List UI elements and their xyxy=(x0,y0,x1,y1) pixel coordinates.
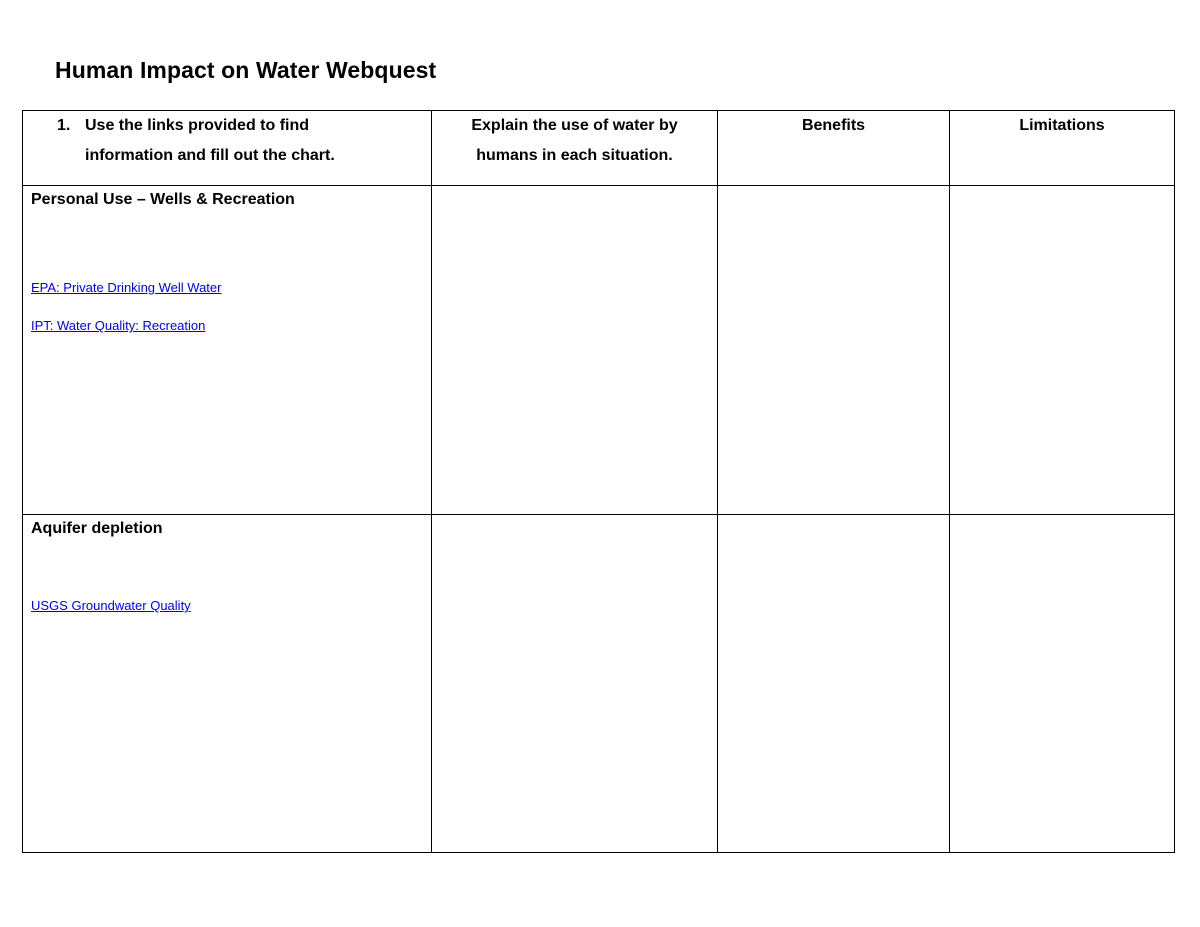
table-row xyxy=(23,515,1175,853)
aquifer-title: Aquifer depletion xyxy=(31,520,163,537)
table-header-row xyxy=(23,111,1175,186)
aquifer-explain-cell[interactable] xyxy=(432,515,718,853)
instruction-line-2: information and fill out the chart. xyxy=(85,147,335,164)
instruction-text xyxy=(23,111,431,171)
header-benefits-cell xyxy=(718,111,950,186)
table-row xyxy=(23,186,1175,515)
explain-heading xyxy=(432,111,717,171)
instruction-number: 1. xyxy=(57,117,71,134)
header-instruction-cell xyxy=(23,111,432,186)
explain-heading-line-1: Explain the use of water by xyxy=(471,117,678,134)
aquifer-cell xyxy=(23,515,432,853)
epa-well-water-link[interactable]: EPA: Private Drinking Well Water xyxy=(31,280,222,295)
explain-heading-line-2: humans in each situation. xyxy=(476,147,673,164)
page-title: Human Impact on Water Webquest xyxy=(55,57,437,83)
webquest-chart xyxy=(22,110,1175,853)
aquifer-benefits-cell[interactable] xyxy=(718,515,950,853)
personal-use-title: Personal Use – Wells & Recreation xyxy=(31,191,295,208)
ipt-recreation-link[interactable]: IPT: Water Quality: Recreation xyxy=(31,318,206,333)
personal-use-cell xyxy=(23,186,432,515)
usgs-groundwater-link[interactable]: USGS Groundwater Quality xyxy=(31,598,191,613)
instruction-line-1: Use the links provided to find xyxy=(85,117,310,134)
header-limitations-cell xyxy=(950,111,1175,186)
personal-use-benefits-cell[interactable] xyxy=(718,186,950,515)
personal-use-limitations-cell[interactable] xyxy=(950,186,1175,515)
benefits-heading: Benefits xyxy=(801,117,866,134)
header-explain-cell xyxy=(432,111,718,186)
limitations-heading: Limitations xyxy=(1019,117,1105,134)
aquifer-limitations-cell[interactable] xyxy=(950,515,1175,853)
personal-use-explain-cell[interactable] xyxy=(432,186,718,515)
